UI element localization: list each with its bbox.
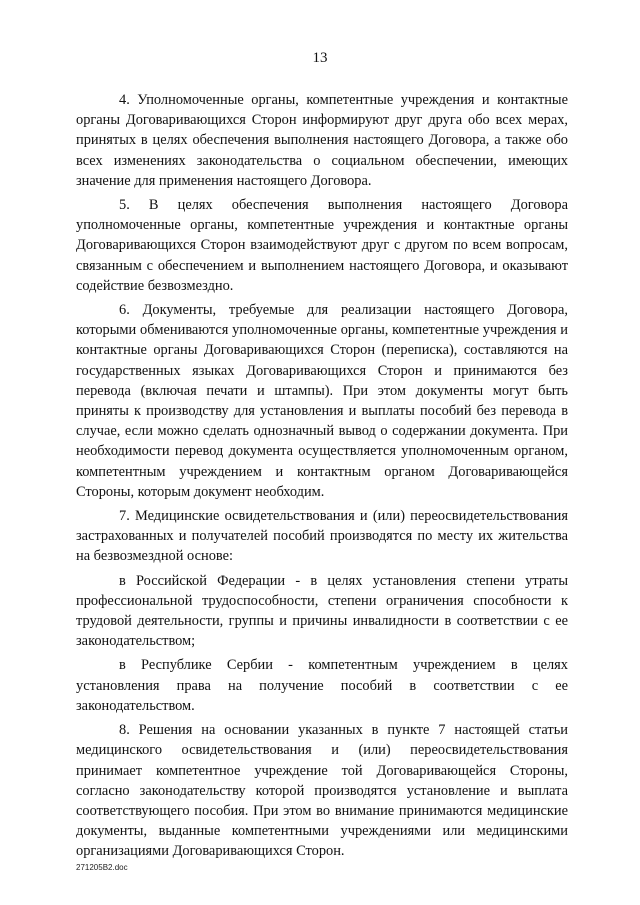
- footer-filename: 271205В2.doc: [76, 863, 128, 872]
- paragraph-6: 6. Документы, требуемые для реализации настоящего Договора, которыми обмениваются уполномоченные органы, компетентные учреждения и контактные органы Договаривающихся Сторон (переписка), составляются на государственных языках Договаривающихся Сторон и принимаются без перевода (включая печати и штампы). При этом документы могут быть приняты к производству для установления и выплаты пособий без перевода в случае, если можно сделать однозначный вывод о содержании документа. При необходимости перевод документа осуществляется уполномоченным органом, компетентным учреждением и контактным органом Договаривающейся Стороны, которым документ необходим.: [76, 302, 568, 500]
- document-body: [76, 90, 568, 866]
- page-number: 13: [312, 50, 328, 66]
- paragraph-4: 4. Уполномоченные органы, компетентные учреждения и контактные органы Договаривающихся Сторон информируют друг друга обо всех мерах, принятых в целях обеспечения выполнения настоящего Договора, а также обо всех изменениях законодательства о социальном обеспечении, имеющих значение для применения настоящего Договора.: [76, 92, 568, 189]
- paragraph-7-serbia: в Республике Сербии - компетентным учреждением в целях установления права на получение пособий в соответствии с ее законодательством.: [76, 657, 568, 714]
- paragraph-5: 5. В целях обеспечения выполнения настоящего Договора уполномоченные органы, компетентные учреждения и контактные органы Договаривающихся Сторон взаимодействуют друг с другом по всем вопросам, связанным с обеспечением и выполнением настоящего Договора, и оказывают содействие безвозмездно.: [76, 197, 568, 294]
- paragraph-7: 7. Медицинские освидетельствования и (или) переосвидетельствования застрахованных и получателей пособий производятся по месту их жительства на безвозмездной основе:: [76, 508, 568, 565]
- paragraph-7-russia: в Российской Федерации - в целях установления степени утраты профессиональной трудоспособности, степени ограничения способности к трудовой деятельности, группы и причины инвалидности в соответствии с ее законодательством;: [76, 572, 568, 650]
- paragraph-8: 8. Решения на основании указанных в пункте 7 настоящей статьи медицинского освидетельствования и (или) переосвидетельствования принимает компетентное учреждение той Договаривающейся Стороны, согласно законодательству которой производятся установление и выплата соответствующего пособия. При этом во внимание принимаются медицинские документы, выданные компетентными учреждениями или медицинскими организациями Договаривающихся Сторон.: [76, 722, 568, 860]
